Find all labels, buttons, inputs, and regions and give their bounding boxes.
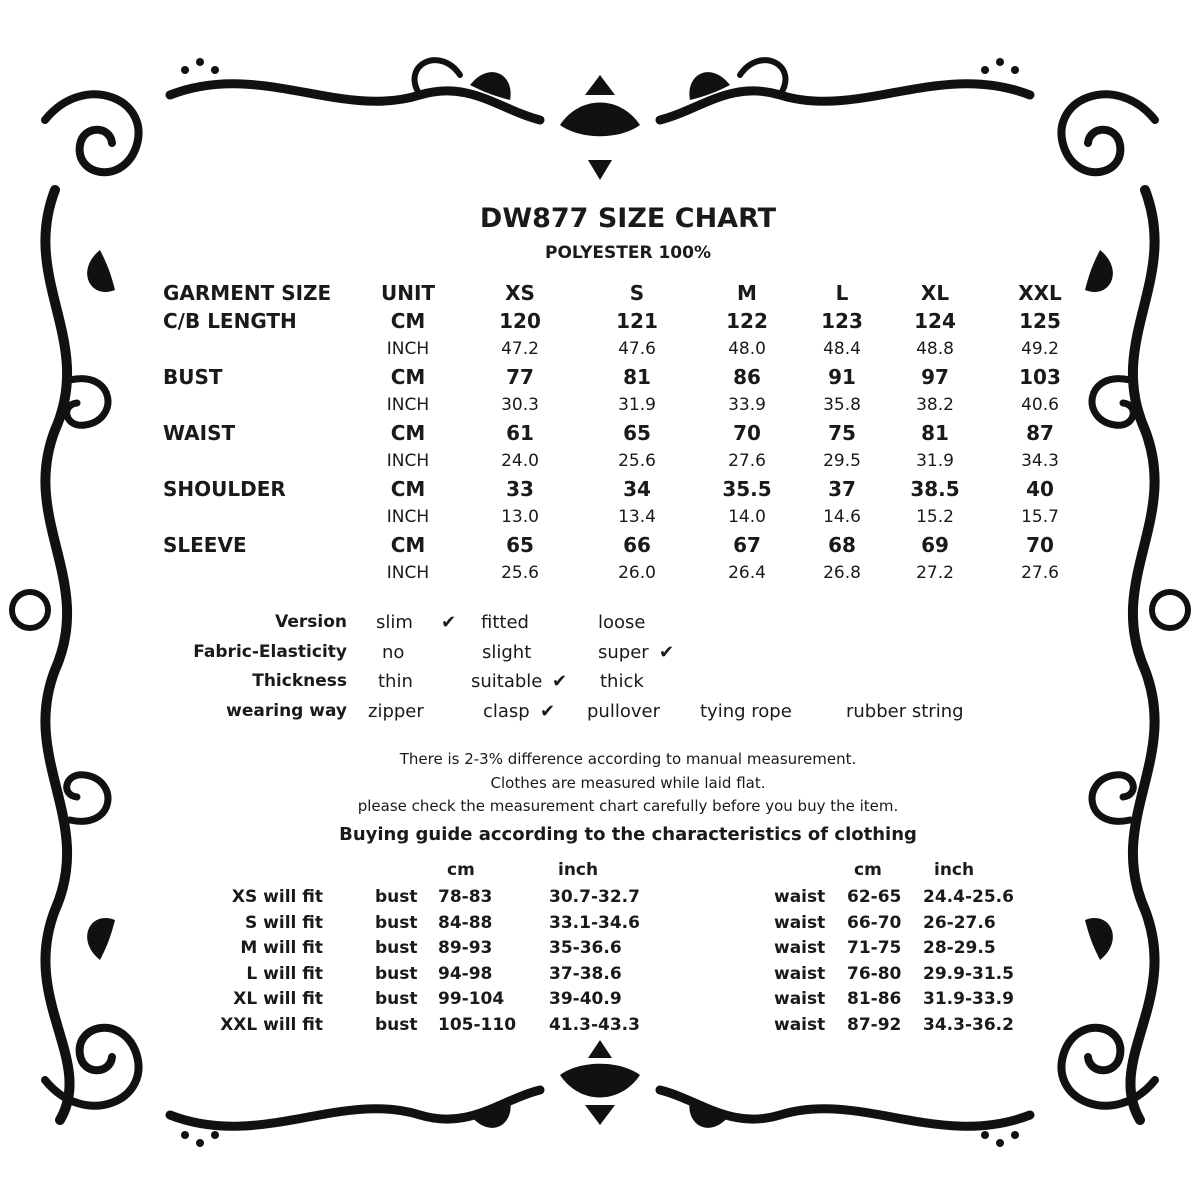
cm-value: 37 bbox=[828, 477, 856, 501]
guide-bust-label: bust bbox=[375, 1014, 418, 1035]
attribute-option: thin bbox=[378, 671, 413, 692]
inch-value: 13.4 bbox=[618, 507, 656, 527]
cm-value: 81 bbox=[921, 421, 949, 445]
guide-waist-cm: 71-75 bbox=[847, 938, 902, 958]
attribute-option: loose bbox=[598, 612, 646, 633]
header-s: S bbox=[629, 281, 645, 305]
unit-cm: CM bbox=[390, 309, 426, 333]
cm-value: 87 bbox=[1026, 421, 1054, 445]
inch-value: 25.6 bbox=[618, 451, 656, 471]
row-label-bust: BUST bbox=[163, 365, 223, 389]
attribute-option: slight bbox=[482, 641, 532, 663]
inch-value: 35.8 bbox=[823, 395, 861, 415]
cm-value: 125 bbox=[1019, 309, 1061, 333]
cm-value: 77 bbox=[506, 365, 534, 389]
cm-value: 66 bbox=[623, 533, 651, 557]
inch-value: 14.6 bbox=[823, 507, 861, 527]
guide-waist-cm: 62-65 bbox=[847, 887, 902, 907]
inch-value: 26.4 bbox=[728, 563, 766, 583]
guide-bust-cm: 105-110 bbox=[438, 1014, 517, 1035]
guide-waist-cm: 76-80 bbox=[847, 963, 902, 984]
guide-waist-label: waist bbox=[774, 989, 826, 1009]
cm-value: 103 bbox=[1019, 365, 1061, 389]
guide-bust-label: bust bbox=[375, 912, 418, 933]
guide-fit-label: M will fit bbox=[240, 938, 323, 958]
inch-value: 27.6 bbox=[728, 451, 766, 471]
inch-value: 31.9 bbox=[916, 451, 954, 471]
guide-unit-cm: cm bbox=[447, 860, 475, 880]
check-mark-icon: ✔ bbox=[441, 612, 457, 633]
inch-value: 27.6 bbox=[1021, 563, 1059, 583]
row-label-sleeve: SLEEVE bbox=[163, 533, 247, 557]
attribute-option-selected: super bbox=[598, 641, 649, 663]
cm-value: 81 bbox=[623, 365, 651, 389]
fabric-subtitle: POLYESTER 100% bbox=[545, 243, 711, 263]
guide-bust-label: bust bbox=[375, 887, 418, 907]
cm-value: 86 bbox=[733, 365, 761, 389]
right-vine bbox=[1130, 190, 1154, 1120]
header-l: L bbox=[835, 281, 849, 305]
cm-value: 75 bbox=[828, 421, 856, 445]
cm-value: 120 bbox=[499, 309, 541, 333]
cm-value: 122 bbox=[726, 309, 768, 333]
inch-value: 13.0 bbox=[501, 507, 539, 527]
guide-unit-inch: inch bbox=[934, 860, 975, 880]
unit-inch: INCH bbox=[386, 507, 430, 527]
bottom-center-ornament bbox=[560, 1040, 640, 1125]
cm-value: 123 bbox=[821, 309, 863, 333]
header-m: M bbox=[737, 281, 757, 305]
inch-value: 48.0 bbox=[728, 339, 766, 359]
chart-title: DW877 SIZE CHART bbox=[479, 203, 777, 234]
attribute-label: Version bbox=[275, 612, 347, 632]
inch-value: 30.3 bbox=[501, 395, 539, 415]
guide-bust-cm: 84-88 bbox=[438, 912, 493, 933]
note-line: Clothes are measured while laid flat. bbox=[490, 773, 766, 792]
cm-value: 70 bbox=[733, 421, 761, 445]
header-unit: UNIT bbox=[380, 281, 436, 305]
guide-fit-label: L will fit bbox=[246, 963, 323, 984]
attribute-option: tying rope bbox=[700, 700, 792, 722]
guide-bust-inch: 37-38.6 bbox=[549, 963, 622, 984]
cm-value: 65 bbox=[623, 421, 651, 445]
left-vine bbox=[45, 190, 69, 1120]
cm-value: 69 bbox=[921, 533, 949, 557]
guide-fit-label: S will fit bbox=[245, 912, 323, 933]
guide-bust-label: bust bbox=[375, 963, 418, 984]
guide-waist-cm: 87-92 bbox=[847, 1014, 902, 1035]
guide-waist-inch: 34.3-36.2 bbox=[923, 1014, 1014, 1035]
inch-value: 14.0 bbox=[728, 507, 766, 527]
note-line: please check the measurement chart carefully before you buy the item. bbox=[357, 797, 899, 815]
cm-value: 40 bbox=[1026, 477, 1054, 501]
attribute-option: zipper bbox=[368, 700, 424, 722]
cm-value: 65 bbox=[506, 533, 534, 557]
guide-waist-inch: 31.9-33.9 bbox=[923, 989, 1014, 1009]
guide-waist-cm: 81-86 bbox=[847, 989, 902, 1009]
unit-cm: CM bbox=[390, 477, 426, 501]
attribute-option: thick bbox=[600, 671, 644, 692]
guide-waist-label: waist bbox=[774, 1014, 826, 1035]
inch-value: 15.2 bbox=[916, 507, 954, 527]
cm-value: 121 bbox=[616, 309, 658, 333]
attribute-option: pullover bbox=[587, 700, 660, 722]
inch-value: 26.0 bbox=[618, 563, 656, 583]
cm-value: 68 bbox=[828, 533, 856, 557]
guide-waist-label: waist bbox=[774, 887, 826, 907]
guide-bust-inch: 30.7-32.7 bbox=[549, 887, 640, 907]
guide-bust-label: bust bbox=[375, 938, 418, 958]
inch-value: 47.2 bbox=[501, 339, 539, 359]
guide-bust-inch: 39-40.9 bbox=[549, 989, 622, 1009]
guide-unit-inch: inch bbox=[558, 860, 599, 880]
inch-value: 49.2 bbox=[1021, 339, 1059, 359]
note-line: There is 2-3% difference according to manual measurement. bbox=[399, 750, 857, 768]
row-label-c-b-length: C/B LENGTH bbox=[163, 309, 297, 333]
guide-bust-cm: 99-104 bbox=[438, 989, 505, 1009]
cm-value: 124 bbox=[914, 309, 956, 333]
attribute-label: Thickness bbox=[252, 671, 347, 691]
header-garment-size: GARMENT SIZE bbox=[163, 281, 332, 305]
attribute-option: fitted bbox=[481, 612, 529, 633]
attribute-option: no bbox=[382, 641, 405, 663]
inch-value: 33.9 bbox=[728, 395, 766, 415]
inch-value: 29.5 bbox=[823, 451, 861, 471]
attribute-label: wearing way bbox=[226, 700, 347, 721]
inch-value: 48.4 bbox=[823, 339, 861, 359]
cm-value: 70 bbox=[1026, 533, 1054, 557]
cm-value: 34 bbox=[623, 477, 651, 501]
guide-waist-inch: 29.9-31.5 bbox=[923, 963, 1014, 984]
attribute-option: rubber string bbox=[846, 700, 964, 722]
unit-inch: INCH bbox=[386, 395, 430, 415]
cm-value: 91 bbox=[828, 365, 856, 389]
guide-unit-cm: cm bbox=[854, 860, 882, 880]
top-center-ornament bbox=[560, 75, 640, 180]
cm-value: 97 bbox=[921, 365, 949, 389]
unit-cm: CM bbox=[390, 533, 426, 557]
guide-fit-label: XS will fit bbox=[231, 887, 323, 907]
guide-waist-inch: 28-29.5 bbox=[923, 938, 996, 958]
row-label-shoulder: SHOULDER bbox=[163, 477, 286, 501]
guide-fit-label: XXL will fit bbox=[220, 1014, 323, 1035]
guide-fit-label: XL will fit bbox=[233, 989, 323, 1009]
guide-bust-cm: 78-83 bbox=[438, 887, 493, 907]
inch-value: 40.6 bbox=[1021, 395, 1059, 415]
row-label-waist: WAIST bbox=[163, 421, 236, 445]
check-mark-icon: ✔ bbox=[540, 700, 556, 722]
inch-value: 15.7 bbox=[1021, 507, 1059, 527]
inch-value: 25.6 bbox=[501, 563, 539, 583]
header-xl: XL bbox=[920, 281, 950, 305]
inch-value: 27.2 bbox=[916, 563, 954, 583]
guide-waist-label: waist bbox=[774, 938, 826, 958]
guide-waist-inch: 26-27.6 bbox=[923, 912, 996, 933]
cm-value: 35.5 bbox=[722, 477, 772, 501]
inch-value: 38.2 bbox=[916, 395, 954, 415]
inch-value: 48.8 bbox=[916, 339, 954, 359]
guide-bust-label: bust bbox=[375, 989, 418, 1009]
unit-inch: INCH bbox=[386, 563, 430, 583]
header-xxl: XXL bbox=[1018, 281, 1062, 305]
check-mark-icon: ✔ bbox=[552, 671, 568, 692]
inch-value: 26.8 bbox=[823, 563, 861, 583]
header-xs: XS bbox=[505, 281, 535, 305]
guide-bust-inch: 35-36.6 bbox=[549, 938, 622, 958]
unit-inch: INCH bbox=[386, 339, 430, 359]
cm-value: 61 bbox=[506, 421, 534, 445]
inch-value: 34.3 bbox=[1021, 451, 1059, 471]
guide-bust-cm: 89-93 bbox=[438, 938, 493, 958]
inch-value: 24.0 bbox=[501, 451, 539, 471]
guide-waist-label: waist bbox=[774, 912, 826, 933]
guide-waist-label: waist bbox=[774, 963, 826, 984]
cm-value: 38.5 bbox=[910, 477, 960, 501]
guide-bust-inch: 41.3-43.3 bbox=[549, 1014, 640, 1035]
unit-cm: CM bbox=[390, 421, 426, 445]
guide-bust-cm: 94-98 bbox=[438, 963, 493, 984]
attribute-option-selected: clasp bbox=[483, 700, 530, 722]
guide-waist-inch: 24.4-25.6 bbox=[923, 887, 1014, 907]
inch-value: 47.6 bbox=[618, 339, 656, 359]
attribute-label: Fabric-Elasticity bbox=[193, 641, 347, 662]
attribute-option-selected: suitable bbox=[471, 671, 543, 692]
inch-value: 31.9 bbox=[618, 395, 656, 415]
unit-inch: INCH bbox=[386, 451, 430, 471]
cm-value: 33 bbox=[506, 477, 534, 501]
guide-bust-inch: 33.1-34.6 bbox=[549, 912, 640, 933]
check-mark-icon: ✔ bbox=[659, 641, 675, 663]
unit-cm: CM bbox=[390, 365, 426, 389]
buying-guide-title: Buying guide according to the characteristics of clothing bbox=[339, 824, 917, 845]
guide-waist-cm: 66-70 bbox=[847, 912, 902, 933]
attribute-option-selected: slim bbox=[376, 612, 413, 633]
cm-value: 67 bbox=[733, 533, 761, 557]
